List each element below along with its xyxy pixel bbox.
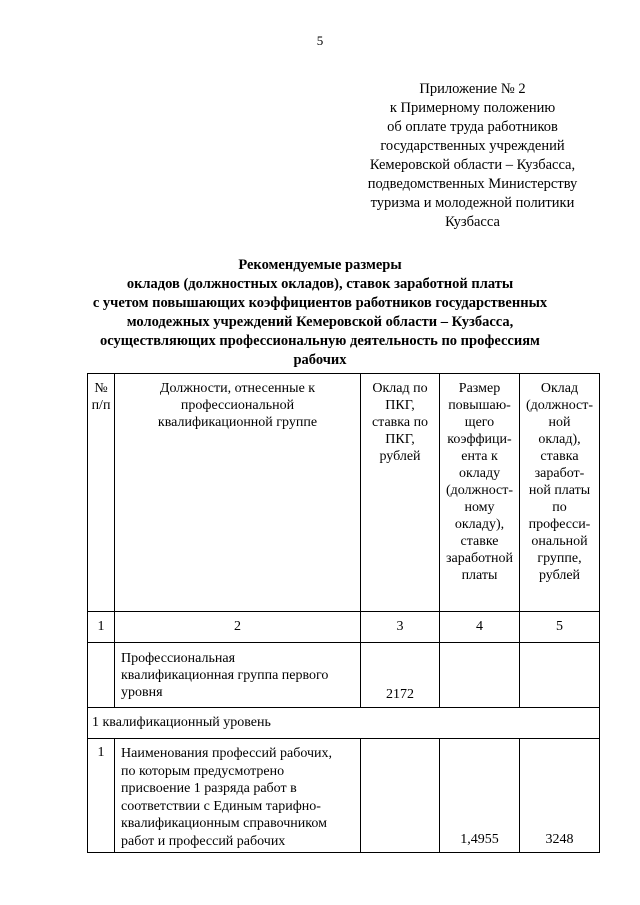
level-row	[88, 708, 600, 739]
appendix-line: подведомственных Министерству	[367, 176, 578, 192]
table-row	[88, 739, 600, 853]
group-result-cell	[520, 643, 600, 708]
header-cell-salary: Оклад по ПКГ, ставка по ПКГ, рублей	[361, 374, 440, 612]
title-line: молодежных учреждений Кемеровской области – Кузбасса,	[126, 314, 514, 330]
appendix-line: туризма и молодежной политики	[370, 195, 575, 211]
column-number: 5	[520, 612, 600, 643]
group-coefficient-cell	[440, 643, 520, 708]
page-number: 5	[316, 33, 324, 48]
title-line: окладов (должностных окладов), ставок заработной платы	[126, 276, 514, 292]
group-name: Профессиональная квалификационная группа первого уровня	[115, 643, 361, 708]
header-cell-result: Оклад (должност- ной оклад), ставка заработ- ной платы по професси- ональной группе, рублей	[520, 374, 600, 612]
column-number: 3	[361, 612, 440, 643]
row-result: 3248	[520, 739, 600, 853]
appendix-line: Приложение № 2	[419, 81, 526, 97]
appendix-line: к Примерному положению	[389, 100, 556, 116]
salary-table	[87, 373, 600, 853]
appendix-line: Кузбасса	[445, 214, 500, 230]
table-header-row	[88, 374, 600, 612]
qualification-level: 1 квалификационный уровень	[88, 708, 600, 739]
row-coefficient: 1,4955	[440, 739, 520, 853]
group-row	[88, 643, 600, 708]
appendix-line: об оплате труда работников	[387, 119, 558, 135]
title-line: с учетом повышающих коэффициентов работников государственных	[92, 295, 548, 311]
header-cell-coefficient: Размер повышаю- щего коэффици- ента к окладу (должност- ному окладу), ставке заработной платы	[440, 374, 520, 612]
header-cell-number: № п/п	[88, 374, 115, 612]
row-salary	[361, 739, 440, 853]
column-number: 4	[440, 612, 520, 643]
appendix-line: государственных учреждений	[380, 138, 565, 154]
row-number: 1	[88, 739, 115, 853]
title-line: Рекомендуемые размеры	[238, 257, 402, 273]
group-number-cell	[88, 643, 115, 708]
column-number: 1	[88, 612, 115, 643]
title-line: рабочих	[293, 352, 347, 368]
appendix-header	[365, 80, 580, 232]
document-title	[60, 256, 580, 370]
title-line: осуществляющих профессиональную деятельность по профессиям	[100, 333, 540, 349]
column-number: 2	[115, 612, 361, 643]
header-cell-position: Должности, отнесенные к профессиональной квалификационной группе	[115, 374, 361, 612]
column-number-row	[88, 612, 600, 643]
group-salary: 2172	[361, 643, 440, 708]
appendix-line: Кемеровской области – Кузбасса,	[369, 157, 576, 173]
profession-name: Наименования профессий рабочих, по которым предусмотрено присвоение 1 разряда работ в соответствии с Единым тарифно- квалификационным справочником работ и профессий рабочих	[115, 739, 361, 853]
